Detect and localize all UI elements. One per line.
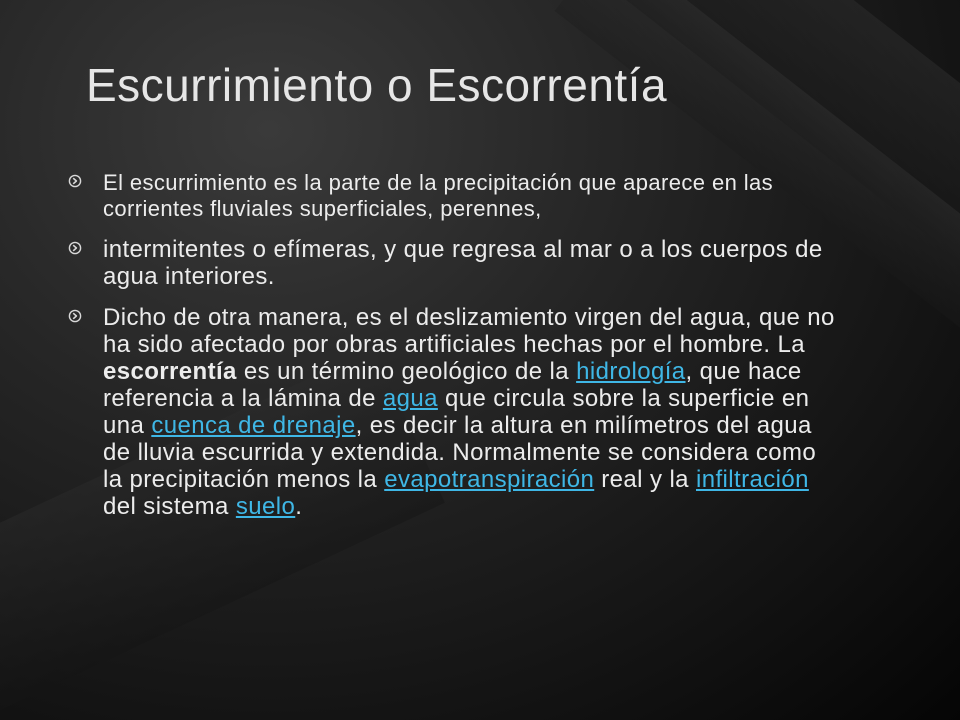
- circled-arrow-bullet-icon: [68, 241, 82, 255]
- hyperlink[interactable]: suelo: [235, 493, 296, 520]
- bullet-text: [103, 304, 835, 520]
- bullet-text: [103, 236, 823, 290]
- bold-term: escorrentía: [103, 358, 237, 385]
- bullet-item: [66, 170, 836, 222]
- hyperlink[interactable]: hidrología: [576, 358, 686, 385]
- circled-arrow-bullet-icon: [68, 174, 82, 188]
- slide-title: Escurrimiento o Escorrentía: [86, 59, 668, 111]
- circled-arrow-bullet-icon: [68, 309, 82, 323]
- text-run: , que hace referencia a la lámina de: [103, 358, 802, 412]
- text-run: intermitentes o efímeras, y que regresa al mar o a los cuerpos de agua interiores.: [103, 236, 823, 290]
- hyperlink[interactable]: cuenca de drenaje: [151, 412, 356, 439]
- text-run: que circula sobre la superficie en una: [103, 385, 810, 439]
- bullet-item: [66, 304, 836, 520]
- text-run: , es decir la altura en milímetros del agua de lluvia escurrida y extendida. Normalmente se considera como la precipitación menos la: [103, 412, 817, 493]
- text-run: del sistema: [103, 493, 236, 520]
- text-run: El escurrimiento es la parte de la precipitación que aparece en las corrientes fluviales superficiales, perennes,: [103, 170, 774, 221]
- bullet-list: [66, 170, 836, 534]
- hyperlink[interactable]: infiltración: [696, 466, 809, 493]
- bullet-text: [103, 170, 773, 221]
- text-run: .: [295, 493, 303, 520]
- hyperlink[interactable]: agua: [382, 385, 438, 412]
- text-run: real y la: [594, 466, 696, 493]
- text-run: es un término geológico de la: [236, 358, 577, 385]
- hyperlink[interactable]: evapotranspiración: [384, 466, 595, 493]
- bullet-item: [66, 236, 836, 290]
- text-run: Dicho de otra manera, es el deslizamiento virgen del agua, que no ha sido afectado por obras artificiales hechas por el hombre. La: [103, 304, 835, 358]
